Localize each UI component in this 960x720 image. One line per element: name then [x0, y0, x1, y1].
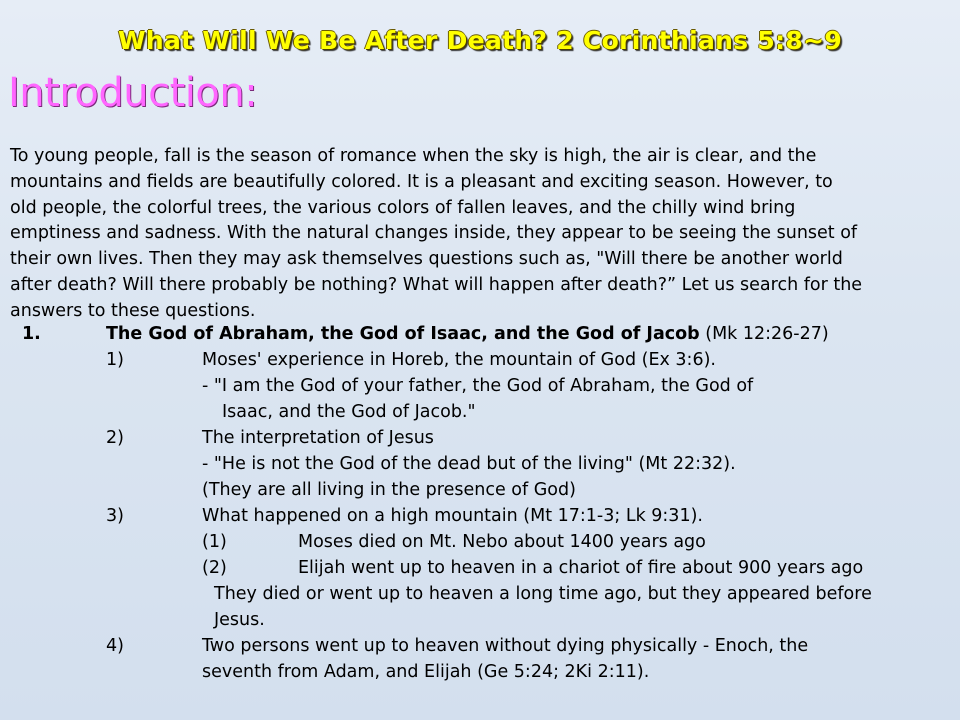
- sub-2-text: The interpretation of Jesus: [202, 428, 434, 448]
- point-1-heading: [106, 321, 829, 347]
- sub-2-quote: - "He is not the God of the dead but of the living" (Mt 22:32).: [202, 454, 736, 474]
- sub-3-item-1-text: Moses died on Mt. Nebo about 1400 years ago: [298, 532, 706, 552]
- sub-2-number: 2): [106, 428, 124, 448]
- sub-1-quote-line-2: Isaac, and the God of Jacob.": [222, 402, 476, 422]
- sub-4-line-2: seventh from Adam, and Elijah (Ge 5:24; 2Ki 2:11).: [202, 662, 650, 682]
- sub-4-line-1: Two persons went up to heaven without dying physically - Enoch, the: [202, 636, 809, 656]
- intro-paragraph: To young people, fall is the season of romance when the sky is high, the air is clear, and the mountains and fields are beautifully colored. It is a pleasant and exciting season. However, to old people, the colorful trees, the various colors of fallen leaves, and the chilly wind bring emptiness and sadness. With the natural changes inside, they appear to be seeing the sunset of their own lives. Then they may ask themselves questions such as, "Will there be another world after death? Will there probably be nothing? What will happen after death?” Let us search for the answers to these questions.: [10, 146, 863, 321]
- slide-title: What Will We Be After Death? 2 Corinthians 5:8~9: [117, 26, 843, 55]
- sub-1-number: 1): [106, 350, 124, 370]
- sub-3-item-1-number: (1): [202, 532, 227, 552]
- sub-3-item-2-number: (2): [202, 558, 227, 578]
- point-1-number: 1.: [22, 324, 41, 344]
- sub-3-summary-line-1: They died or went up to heaven a long time ago, but they appeared before: [214, 584, 872, 604]
- sub-1-quote-line-1: - "I am the God of your father, the God of Abraham, the God of: [202, 376, 754, 396]
- point-1-reference: (Mk 12:26-27): [699, 324, 829, 344]
- sub-3-text: What happened on a high mountain (Mt 17:1-3; Lk 9:31).: [202, 506, 703, 526]
- sub-2-note: (They are all living in the presence of God): [202, 480, 576, 500]
- sub-3-item-2-text: Elijah went up to heaven in a chariot of fire about 900 years ago: [298, 558, 864, 578]
- sub-3-summary-line-2: Jesus.: [214, 610, 265, 630]
- sub-1-text: Moses' experience in Horeb, the mountain of God (Ex 3:6).: [202, 350, 716, 370]
- sub-3-number: 3): [106, 506, 124, 526]
- sub-4-number: 4): [106, 636, 124, 656]
- point-1-title: The God of Abraham, the God of Isaac, and the God of Jacob: [106, 324, 700, 344]
- section-heading: Introduction:: [8, 70, 258, 116]
